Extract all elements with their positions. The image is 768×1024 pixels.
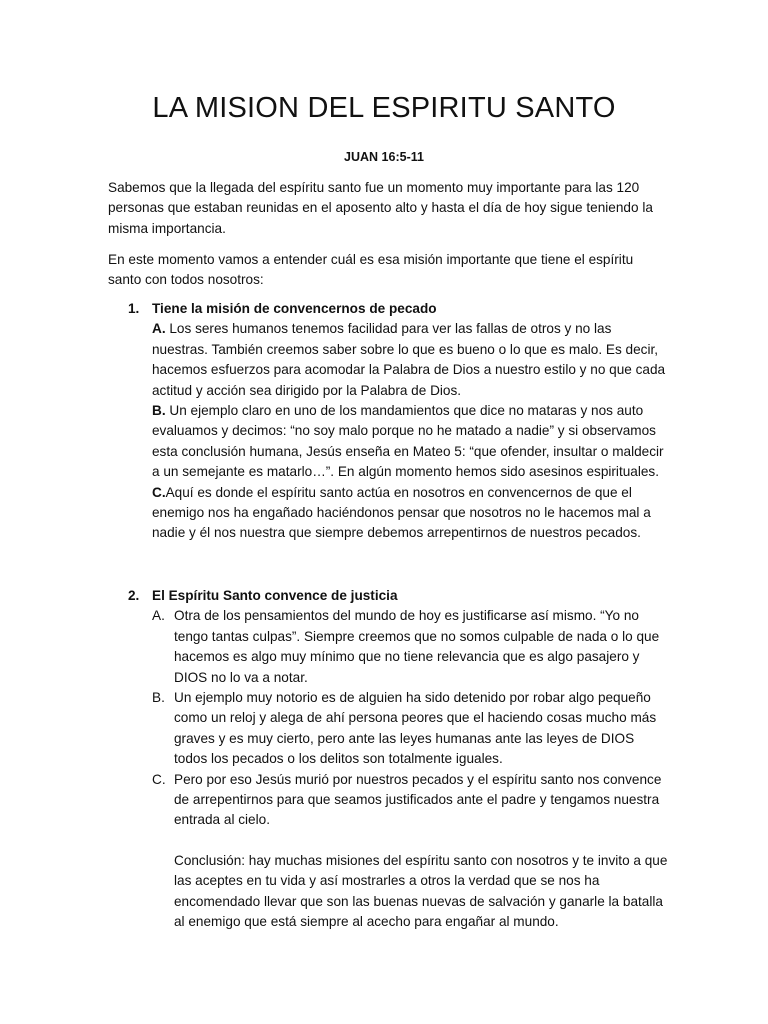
section-1 (128, 299, 668, 544)
section-number: 2. (128, 588, 140, 603)
item-letter: B. (152, 690, 165, 706)
item-letter: A. (152, 608, 165, 624)
section-body (128, 319, 668, 543)
section-heading-text: Tiene la misión de convencernos de pecado (152, 301, 437, 316)
section-2 (128, 586, 668, 933)
list-item (152, 606, 668, 688)
item-letter: A. (152, 321, 166, 337)
item-text: Un ejemplo claro en uno de los mandamientos que dice no mataras y nos auto evaluamos y decimos: “no soy malo porque no he matado a nadie” y si observamos esta conclusión humana, Jesús enseña en Mateo 5: “que ofender, insultar o maldecir a un semejante es matarlo…”. En algún momento hemos sido asesinos espirituales. (152, 403, 664, 480)
paragraph-b (152, 401, 668, 483)
intro-paragraph: Sabemos que la llegada del espíritu santo fue un momento muy importante para las 120 personas que estaban reunidas en el aposento alto y hasta el día de hoy sigue teniendo la misma importancia. (108, 180, 653, 236)
item-text: Aquí es donde el espíritu santo actúa en nosotros en convencernos de que el enemigo nos ha engañado haciéndonos pensar que nosotros no le hacemos mal a nadie y él nos nuestra que siempre debemos arrepentirnos de nuestros pecados. (152, 484, 651, 541)
item-letter: C. (152, 484, 166, 500)
section-number: 1. (128, 301, 140, 316)
conclusion-paragraph: Conclusión: hay muchas misiones del espíritu santo con nosotros y te invito a que las aceptes en tu vida y así mostrarles a otros la verdad que se nos ha encomendado llevar que son las buenas nuevas de salvación y ganarle la batalla al enemigo que está siempre al acecho para engañar al mundo. (174, 852, 668, 930)
item-text: Pero por eso Jesús murió por nuestros pecados y el espíritu santo nos convence de arrepentirnos para que seamos justificados ante el padre y tengamos nuestra entrada al cielo. (174, 771, 662, 828)
item-text: Otra de los pensamientos del mundo de hoy es justificarse así mismo. “Yo no tengo tantas culpas”. Siempre creemos que no somos culpable de nada o lo que hacemos es algo muy mínimo que no tiene relevancia que es algo pasajero y DIOS no lo va a notar. (174, 608, 660, 685)
item-text: Un ejemplo muy notorio es de alguien ha sido detenido por robar algo pequeño como un reloj y alega de ahí persona peores que el haciendo cosas mucho más graves y es muy cierto, pero ante las leyes humanas ante las leyes de DIOS todos los pecados o los delitos son totalmente iguales. (174, 690, 657, 767)
paragraph-c (152, 483, 668, 544)
list-item (152, 688, 668, 770)
section-heading (128, 586, 668, 606)
intro-paragraph: En este momento vamos a entender cuál es esa misión importante que tiene el espíritu santo con todos nosotros: (108, 252, 634, 288)
lettered-list (128, 606, 668, 830)
paragraph-a (152, 319, 668, 401)
page-title: LA MISION DEL ESPIRITU SANTO (152, 92, 616, 124)
section-heading-text: El Espíritu Santo convence de justicia (152, 588, 398, 603)
item-text: Los seres humanos tenemos facilidad para ver las fallas de otros y no las nuestras. También creemos saber sobre lo que es bueno o lo que es malo. Es decir, hacemos esfuerzos para acomodar la Palabra de Dios a nuestro estilo y no que cada actitud y acción sea dirigido por la Palabra de Dios. (152, 321, 666, 398)
item-letter: B. (152, 403, 166, 419)
scripture-reference: JUAN 16:5-11 (344, 150, 424, 164)
list-item (152, 770, 668, 831)
item-letter: C. (152, 771, 166, 787)
section-heading (128, 299, 668, 319)
